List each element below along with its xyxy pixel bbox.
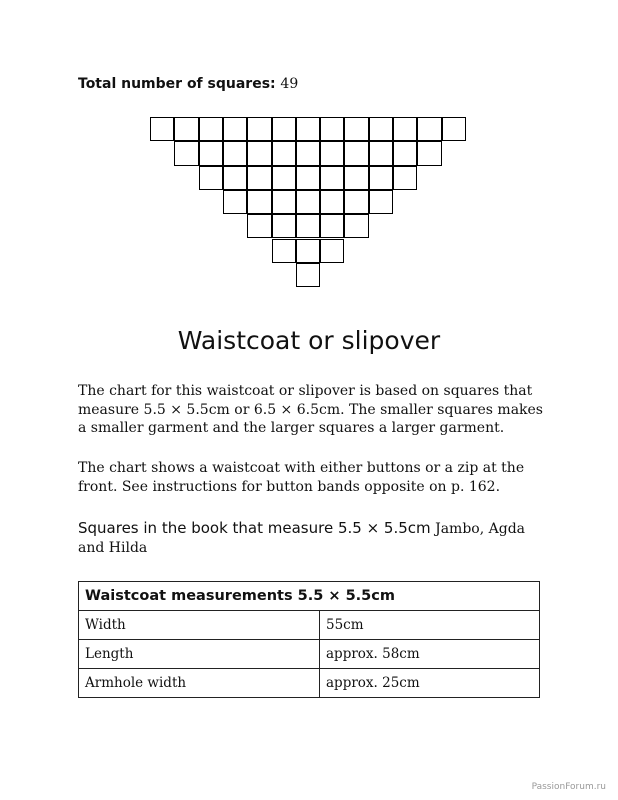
grid-square bbox=[223, 141, 247, 165]
measure-label: Armhole width bbox=[79, 669, 320, 698]
grid-square bbox=[320, 117, 344, 141]
grid-square bbox=[247, 141, 271, 165]
grid-square bbox=[174, 117, 198, 141]
watermark: PassionForum.ru bbox=[531, 782, 606, 792]
grid-square bbox=[320, 141, 344, 165]
intro-paragraph: The chart for this waistcoat or slipover is based on squares that measure 5.5 × 5.5cm or 6.5 × 6.5cm. The smaller squares makes a smaller garment and the larger squares a larger garment. bbox=[78, 383, 543, 436]
grid-square bbox=[174, 141, 198, 165]
grid-square bbox=[199, 166, 223, 190]
grid-square bbox=[272, 190, 296, 214]
total-squares-line bbox=[78, 74, 298, 92]
grid-square bbox=[320, 166, 344, 190]
grid-square bbox=[296, 117, 320, 141]
grid-square bbox=[272, 214, 296, 238]
grid-square bbox=[150, 117, 174, 141]
table-row bbox=[79, 640, 540, 669]
grid-square bbox=[393, 141, 417, 165]
grid-square bbox=[344, 117, 368, 141]
measure-value: approx. 58cm bbox=[320, 640, 540, 669]
grid-square bbox=[344, 214, 368, 238]
grid-square bbox=[223, 190, 247, 214]
total-squares-value: 49 bbox=[280, 76, 299, 92]
grid-square bbox=[272, 166, 296, 190]
grid-square bbox=[442, 117, 466, 141]
grid-square bbox=[272, 141, 296, 165]
grid-square bbox=[296, 214, 320, 238]
grid-square bbox=[320, 190, 344, 214]
squares-in-book-label: Squares in the book that measure 5.5 × 5.5cm bbox=[78, 519, 431, 537]
table-row bbox=[79, 611, 540, 640]
grid-square bbox=[296, 141, 320, 165]
grid-square bbox=[296, 239, 320, 263]
grid-square bbox=[272, 117, 296, 141]
grid-square bbox=[369, 117, 393, 141]
grid-square bbox=[223, 166, 247, 190]
grid-square bbox=[369, 190, 393, 214]
grid-square bbox=[417, 141, 441, 165]
grid-square bbox=[344, 190, 368, 214]
table-header-row bbox=[79, 582, 540, 611]
grid-square bbox=[296, 263, 320, 287]
measure-value: 55cm bbox=[320, 611, 540, 640]
table-title: Waistcoat measurements 5.5 × 5.5cm bbox=[79, 582, 540, 611]
grid-square bbox=[320, 214, 344, 238]
grid-square bbox=[296, 190, 320, 214]
squares-in-book bbox=[78, 519, 548, 558]
chart-description-paragraph: The chart shows a waistcoat with either buttons or a zip at the front. See instructions for button bands opposite on p. 162. bbox=[78, 460, 525, 495]
squares-in-book-names: Jambo, Agda and Hilda bbox=[78, 521, 525, 556]
grid-square bbox=[247, 166, 271, 190]
grid-square bbox=[223, 117, 247, 141]
total-squares-label: Total number of squares: bbox=[78, 76, 276, 92]
grid-square bbox=[417, 117, 441, 141]
grid-square bbox=[199, 117, 223, 141]
grid-square bbox=[344, 166, 368, 190]
measure-value: approx. 25cm bbox=[320, 669, 540, 698]
page-title: Waistcoat or slipover bbox=[177, 326, 441, 355]
measurements-table bbox=[78, 581, 540, 698]
grid-square bbox=[296, 166, 320, 190]
grid-square bbox=[320, 239, 344, 263]
grid-square bbox=[393, 166, 417, 190]
grid-square bbox=[199, 141, 223, 165]
grid-square bbox=[393, 117, 417, 141]
grid-square bbox=[369, 166, 393, 190]
grid-square bbox=[369, 141, 393, 165]
measure-label: Width bbox=[79, 611, 320, 640]
grid-square bbox=[247, 214, 271, 238]
table-row bbox=[79, 669, 540, 698]
grid-square bbox=[272, 239, 296, 263]
grid-square bbox=[344, 141, 368, 165]
grid-square bbox=[247, 190, 271, 214]
measure-label: Length bbox=[79, 640, 320, 669]
grid-square bbox=[247, 117, 271, 141]
